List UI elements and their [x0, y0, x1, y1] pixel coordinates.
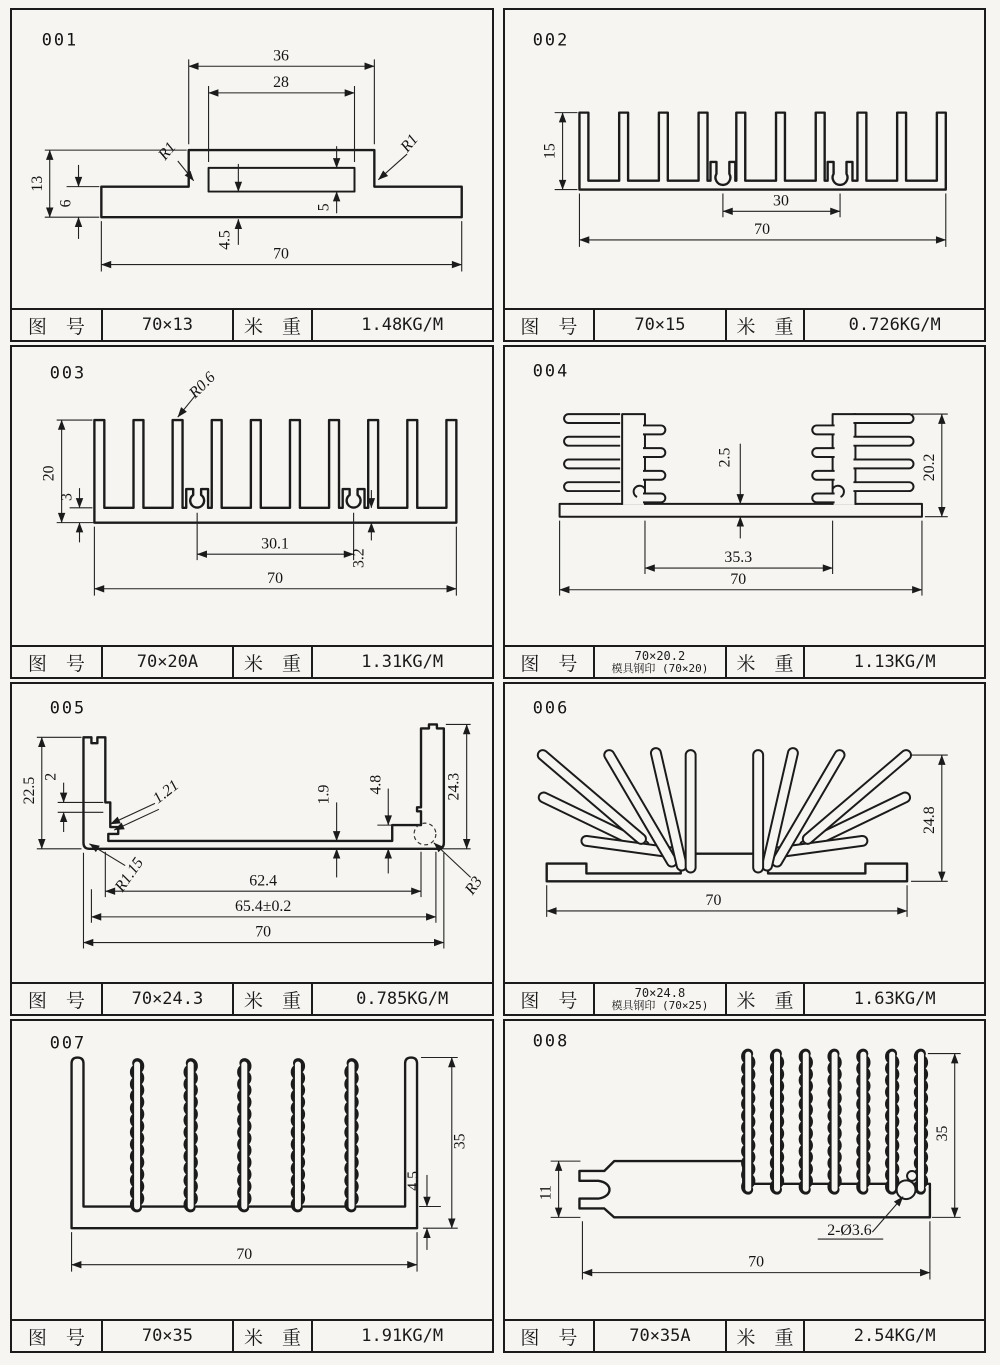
svg-text:30.1: 30.1 [261, 535, 289, 553]
drawing-no-label: 图 号 [505, 984, 596, 1014]
profile-drawing-003 [12, 347, 492, 645]
meter-weight-value: 1.31KG/M [361, 652, 444, 672]
drawing-area-004 [505, 347, 985, 645]
drawing-area-002 [505, 10, 985, 308]
svg-text:70: 70 [267, 569, 284, 587]
profile-cell-003 [10, 345, 494, 679]
title-bar [12, 982, 492, 1014]
profile-cell-005 [10, 682, 494, 1016]
profile-drawing-008 [505, 1021, 985, 1319]
svg-text:R1.15: R1.15 [111, 854, 148, 895]
svg-text:6: 6 [57, 199, 75, 208]
svg-text:13: 13 [28, 175, 46, 192]
svg-text:36: 36 [273, 47, 289, 65]
drawing-no-value: 70×24.8 模具钢印 (70×25) [595, 984, 726, 1014]
meter-weight-value: 0.785KG/M [356, 989, 449, 1009]
title-bar [505, 1319, 985, 1351]
svg-text:1.21: 1.21 [149, 776, 183, 808]
svg-text:24.8: 24.8 [920, 806, 938, 834]
drawing-no-value: 70×13 [103, 310, 234, 340]
profile-cell-002 [503, 8, 987, 342]
title-bar [12, 1319, 492, 1351]
drawing-area-008 [505, 1021, 985, 1319]
drawing-no-value: 70×15 [595, 310, 726, 340]
title-bar [505, 308, 985, 340]
drawing-no-label: 图 号 [12, 1321, 103, 1351]
svg-text:20: 20 [40, 465, 58, 482]
dimension-lines [546, 755, 947, 917]
svg-text:62.4: 62.4 [249, 872, 278, 890]
svg-text:70: 70 [729, 570, 746, 588]
profile-cell-008 [503, 1019, 987, 1353]
svg-text:70: 70 [705, 892, 721, 910]
svg-text:2: 2 [42, 772, 60, 781]
svg-text:35: 35 [451, 1133, 469, 1150]
drawing-no-label: 图 号 [12, 984, 103, 1014]
drawing-no-value: 70×24.3 [103, 984, 234, 1014]
meter-weight-value: 1.48KG/M [361, 315, 444, 335]
svg-text:4.5: 4.5 [216, 230, 234, 250]
svg-text:3: 3 [58, 493, 76, 501]
drawing-no-label: 图 号 [505, 647, 596, 677]
radial-fins [542, 753, 905, 867]
cell-number: 005 [49, 697, 87, 718]
meter-weight-label: 米 重 [727, 1321, 806, 1351]
drawing-area-005 [12, 684, 492, 982]
meter-weight-label: 米 重 [234, 310, 313, 340]
svg-text:70: 70 [255, 923, 272, 941]
svg-text:2.5: 2.5 [715, 447, 733, 468]
meter-weight-label: 米 重 [727, 647, 806, 677]
profile-shape [94, 420, 456, 523]
svg-text:30: 30 [772, 192, 789, 210]
meter-weight-label: 米 重 [727, 310, 806, 340]
profile-cell-001 [10, 8, 494, 342]
svg-text:20.2: 20.2 [920, 453, 938, 482]
svg-text:70: 70 [747, 1253, 764, 1271]
svg-text:R0.6: R0.6 [185, 368, 219, 402]
cell-number: 006 [532, 697, 569, 718]
dimension-lines [72, 1058, 458, 1272]
svg-text:R1: R1 [155, 139, 180, 164]
drawing-no-value: 70×20.2 模具钢印 (70×20) [595, 647, 726, 677]
drawing-no-value: 70×35 [103, 1321, 234, 1351]
svg-text:35.3: 35.3 [723, 549, 752, 567]
profile-shape [101, 150, 461, 217]
svg-text:1.9: 1.9 [315, 784, 333, 805]
profile-grid [10, 8, 986, 1353]
meter-weight-label: 米 重 [234, 1321, 313, 1351]
svg-text:22.5: 22.5 [20, 776, 38, 805]
drawing-area-007 [12, 1021, 492, 1319]
svg-text:24.3: 24.3 [445, 772, 463, 801]
svg-text:R3: R3 [461, 873, 486, 898]
svg-text:28: 28 [273, 74, 289, 91]
title-bar [12, 308, 492, 340]
profile-cell-006 [503, 682, 987, 1016]
profile-shape [579, 113, 945, 190]
meter-weight-label: 米 重 [727, 984, 806, 1014]
wavy-fins [746, 1054, 923, 1190]
svg-text:65.4±0.2: 65.4±0.2 [234, 897, 292, 915]
title-bar [505, 982, 985, 1014]
drawing-no-label: 图 号 [12, 310, 103, 340]
svg-text:2-Ø3.6: 2-Ø3.6 [826, 1222, 872, 1240]
svg-text:4.8: 4.8 [367, 774, 385, 795]
drawing-no-label: 图 号 [505, 310, 596, 340]
title-bar [505, 645, 985, 677]
meter-weight-value: 1.91KG/M [361, 1326, 444, 1346]
title-bar [12, 645, 492, 677]
svg-text:70: 70 [236, 1245, 253, 1263]
drawing-no-label: 图 号 [12, 647, 103, 677]
profile-shape [83, 724, 443, 848]
svg-text:3.2: 3.2 [350, 548, 368, 569]
profile-drawing-001 [12, 10, 492, 308]
profile-drawing-002 [505, 10, 985, 308]
profile-drawing-004 [505, 347, 985, 645]
drawing-area-003 [12, 347, 492, 645]
profile-drawing-005 [12, 684, 492, 982]
svg-text:4.5: 4.5 [404, 1170, 423, 1191]
drawing-area-001 [12, 10, 492, 308]
meter-weight-value: 1.63KG/M [853, 989, 936, 1009]
profile-shape [72, 1058, 417, 1229]
svg-text:70: 70 [753, 221, 770, 238]
cell-number: 002 [532, 29, 569, 50]
cell-number: 003 [49, 362, 87, 383]
cell-number: 004 [532, 360, 569, 381]
svg-text:35: 35 [933, 1125, 951, 1142]
profile-cell-004 [503, 345, 987, 679]
drawing-no-value: 70×20A [103, 647, 234, 677]
profile-shape [542, 753, 906, 881]
svg-text:70: 70 [273, 245, 289, 263]
cell-number: 001 [41, 29, 79, 50]
cell-number: 007 [49, 1032, 87, 1053]
meter-weight-value: 2.54KG/M [853, 1326, 936, 1346]
svg-text:5: 5 [315, 203, 333, 212]
wavy-fins [135, 1063, 354, 1207]
profile-shape [579, 1054, 929, 1218]
svg-text:R1: R1 [397, 131, 422, 156]
profile-drawing-007 [12, 1021, 492, 1319]
svg-text:15: 15 [541, 143, 559, 159]
cell-number: 008 [532, 1030, 569, 1051]
meter-weight-value: 0.726KG/M [848, 315, 941, 335]
meter-weight-value: 1.13KG/M [853, 652, 936, 672]
drawing-area-006 [505, 684, 985, 982]
meter-weight-label: 米 重 [234, 984, 313, 1014]
drawing-no-label: 图 号 [505, 1321, 596, 1351]
profile-drawing-006 [505, 684, 985, 982]
meter-weight-label: 米 重 [234, 647, 313, 677]
svg-text:11: 11 [537, 1185, 555, 1201]
drawing-no-value: 70×35A [595, 1321, 726, 1351]
profile-cell-007 [10, 1019, 494, 1353]
